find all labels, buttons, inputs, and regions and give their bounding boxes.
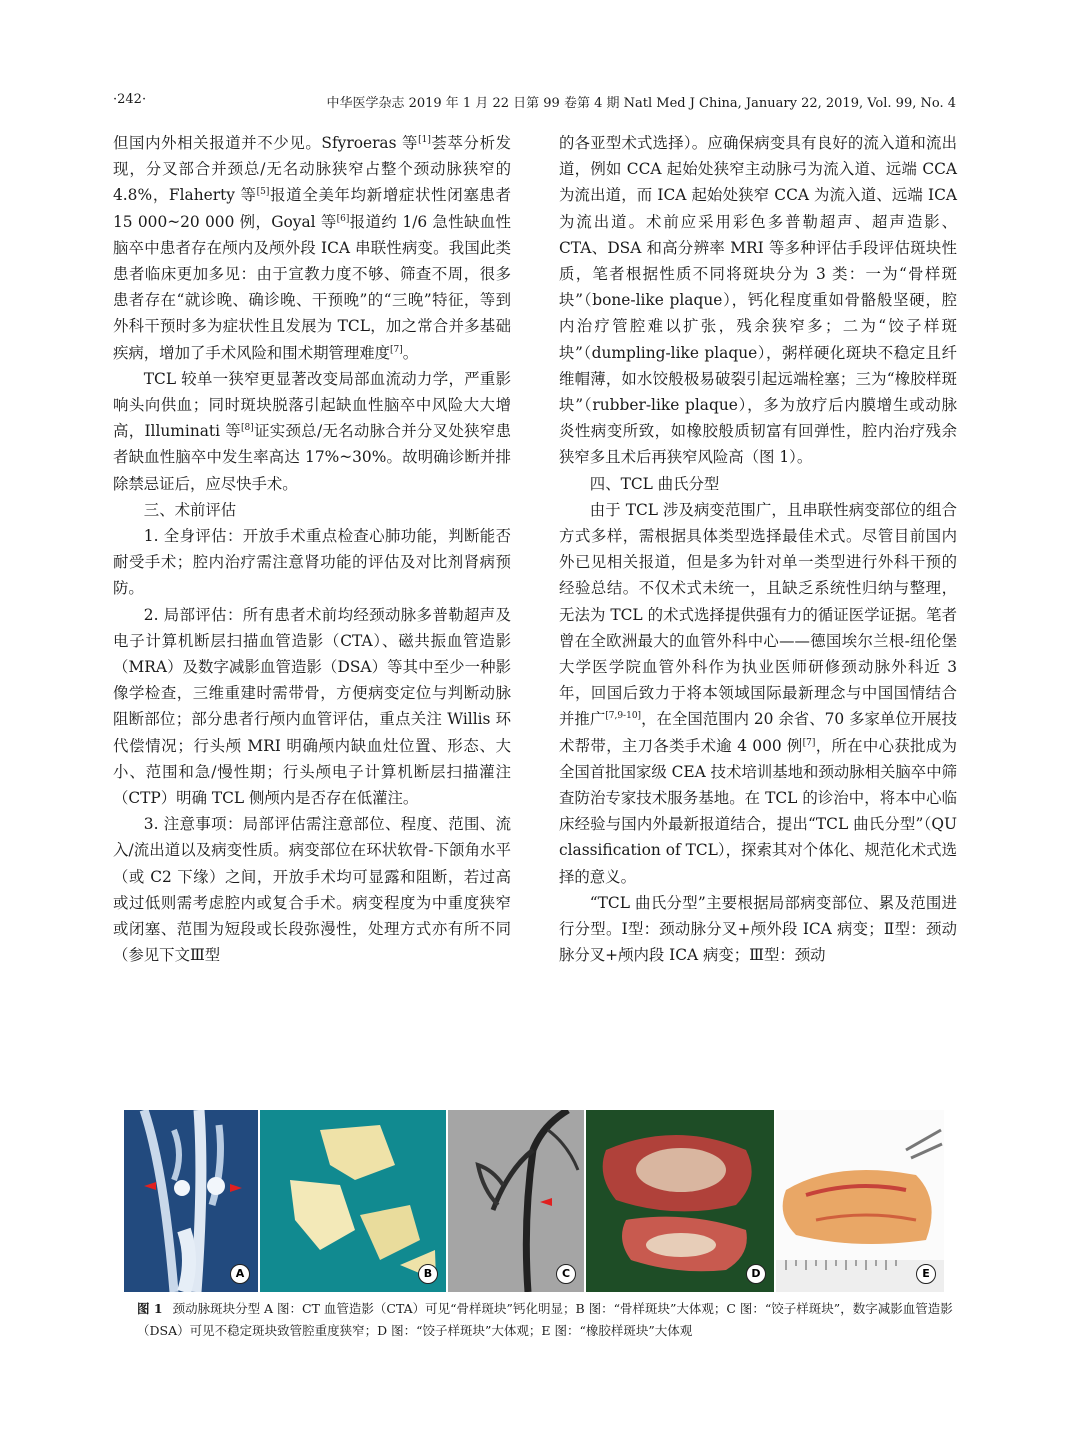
section-heading: 四、TCL 曲氏分型	[589, 474, 720, 493]
panel-label: D	[746, 1264, 766, 1284]
panel-label: B	[418, 1264, 438, 1284]
paragraph: TCL 较单一狭窄更显著改变局部血流动力学，严重影响头向供血；同时斑块脱落引起缺血性脑卒中风险大大增高，Illuminati 等[8]证实颈总/无名动脉合并分叉处狭窄患者缺血性脑卒中发生率高达 17%~30%。故明确诊断并排除禁忌证后，应尽快手术。	[113, 369, 511, 493]
journal-citation: 中华医学杂志 2019 年 1 月 22 日第 99 卷第 4 期 Natl Med J China, January 22, 2019, Vol. 99, No. 4	[326, 96, 956, 111]
citation[interactable]: [7]	[390, 344, 403, 355]
paragraph: 1. 全身评估：开放手术重点检查心肺功能，判断能否耐受手术；腔内治疗需注意肾功能的评估及对比剂肾病预防。	[113, 527, 511, 598]
citation[interactable]: [7,9-10]	[605, 711, 642, 722]
figure-panel-c	[448, 1110, 584, 1292]
figure-label: 图 1	[137, 1301, 163, 1316]
figure-panel-e	[776, 1110, 944, 1292]
paragraph: 但国内外相关报道并不少见。Sfyroeras 等[1]荟萃分析发现，分叉部合并颈总/无名动脉狭窄占整个颈动脉狭窄的 4.8%，Flaherty 等[5]报道全美年均新增症状性闭塞患者 15 000~20 000 例，Goyal 等[6]报道约 1/6 急性缺血性脑卒中患者存在颅内及颅外段 ICA 串联性病变。我国此类患者临床更加多见：由于宣教力度不够、筛查不周，很多患者存在“就诊晚、确诊晚、干预晚”的“三晚”特征，等到外科干预时多为症状性且发展为 TCL，加之常合并多基础疾病，增加了手术风险和围术期管理难度[7]。	[113, 134, 511, 362]
figure-panel-a	[124, 1110, 258, 1292]
page-number: ·242·	[113, 92, 147, 107]
figure-1	[124, 1110, 944, 1292]
citation[interactable]: [6]	[336, 213, 350, 224]
citation[interactable]: [1]	[418, 134, 431, 145]
citation[interactable]: [5]	[256, 187, 270, 198]
dumpling-plaque-photo	[586, 1110, 774, 1292]
paragraph: 由于 TCL 涉及病变范围广，且串联性病变部位的组合方式多样，需根据具体类型选择最佳术式。尽管目前国内外已见相关报道，但是多为针对单一类型进行外科干预的经验总结。不仅术式未统一，且缺乏系统性归纳与整理，无法为 TCL 的术式选择提供强有力的循证医学证据。笔者曾在全欧洲最大的血管外科中心——德国埃尔兰根-纽伦堡大学医学院血管外科作为执业医师研修颈动脉外科近 3 年，回国后致力于将本领域国际最新理念与中国国情结合并推广[7,9-10]，在全国范围内 20 余省、70 多家单位开展技术帮带，主刀各类手术逾 4 000 例[7]，所在中心获批成为全国首批国家级 CEA 技术培训基地和颈动脉相关脑卒中筛查防治专家技术服务基地。在 TCL 的诊治中，将本中心临床经验与国内外最新报道结合，提出“TCL 曲氏分型”（QU classification of TCL），探索其对个体化、规范化术式选择的意义。	[559, 500, 957, 886]
right-column	[559, 130, 957, 969]
figure-caption	[137, 1298, 957, 1342]
panel-label: E	[916, 1264, 936, 1284]
bone-plaque-photo	[260, 1110, 446, 1292]
figure-panel-b	[260, 1110, 446, 1292]
paragraph: 2. 局部评估：所有患者术前均经颈动脉多普勒超声及电子计算机断层扫描血管造影（CTA）、磁共振血管造影（MRA）及数字减影血管造影（DSA）等其中至少一种影像学检查，三维重建时需带骨，方便病变定位与判断动脉阻断部位；部分患者行颅内血管评估，重点关注 Willis 环代偿情况；行头颅 MRI 明确颅内缺血灶位置、形态、大小、范围和急/慢性期；行头颅电子计算机断层扫描灌注（CTP）明确 TCL 侧颅内是否存在低灌注。	[113, 605, 511, 808]
paragraph: 的各亚型术式选择）。应确保病变具有良好的流入道和流出道，例如 CCA 起始处狭窄主动脉弓为流入道、远端 CCA 为流出道，而 ICA 起始处狭窄 CCA 为流入道、远端 ICA 为流出道。术前应采用彩色多普勒超声、超声造影、CTA、DSA 和高分辨率 MRI 等多种评估手段评估斑块性质，笔者根据性质不同将斑块分为 3 类：一为“骨样斑块”（bone-like plaque），钙化程度重如骨骼般坚硬，腔内治疗管腔难以扩张，残余狭窄多；二为“饺子样斑块”（dumpling-like plaque），粥样硬化斑块不稳定且纤维帽薄，如水饺般极易破裂引起远端栓塞；三为“橡胶样斑块”（rubber-like plaque），多为放疗后内膜增生或动脉炎性病变所致，如橡胶般质韧富有回弹性，腔内治疗残余狭窄多且术后再狭窄风险高（图 1）。	[559, 134, 957, 467]
paragraph: “TCL 曲氏分型”主要根据局部病变部位、累及范围进行分型。Ⅰ型：颈动脉分叉+颅外段 ICA 病变；Ⅱ型：颈动脉分叉+颅内段 ICA 病变；Ⅲ型：颈动	[559, 893, 957, 965]
panel-label: A	[230, 1264, 250, 1284]
rubber-plaque-photo	[776, 1110, 944, 1292]
figure-panel-d	[586, 1110, 774, 1292]
page-header	[113, 92, 956, 114]
paragraph: 3. 注意事项：局部评估需注意部位、程度、范围、流入/流出道以及病变性质。病变部位在环状软骨-下颌角水平（或 C2 下缘）之间，开放手术均可显露和阻断，若过高或过低则需考虑腔内或复合手术。病变程度为中重度狭窄或闭塞、范围为短段或长段弥漫性，处理方式亦有所不同（参见下文Ⅲ型	[113, 815, 511, 965]
panel-label: C	[556, 1264, 576, 1284]
left-column	[113, 130, 511, 969]
citation[interactable]: [8]	[240, 423, 254, 434]
citation[interactable]: [7]	[802, 737, 816, 748]
section-heading: 三、术前评估	[143, 500, 237, 519]
caption-text: 颈动脉斑块分型 A 图：CT 血管造影（CTA）可见“骨样斑块”钙化明显；B 图：“骨样斑块”大体观；C 图：“饺子样斑块”，数字减影血管造影（DSA）可见不稳定斑块致管腔重度狭窄；D 图：“饺子样斑块”大体观；E 图：“橡胶样斑块”大体观	[137, 1301, 953, 1338]
